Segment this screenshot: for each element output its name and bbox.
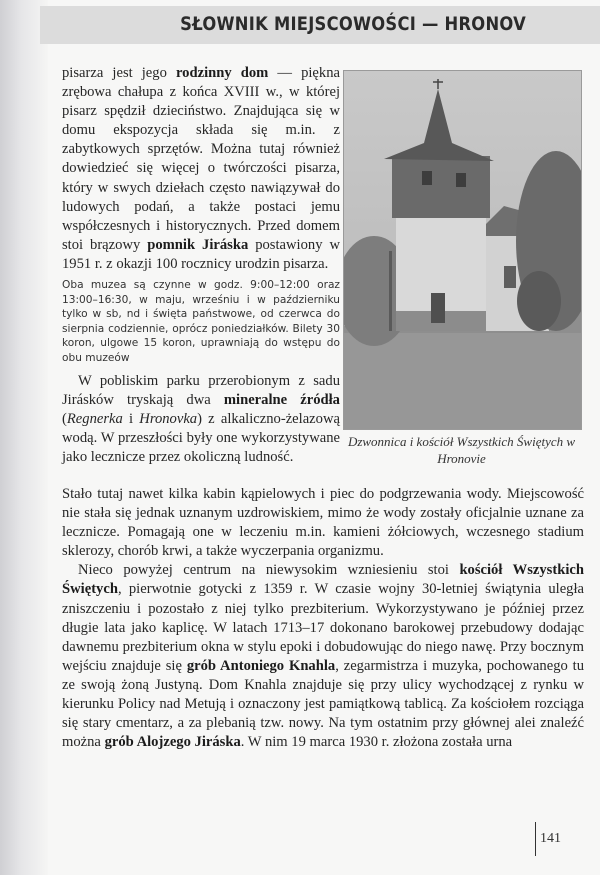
bell-tower-church-image: [344, 71, 581, 429]
emphasized-term: kościół Wszystkich Świętych: [62, 562, 584, 598]
text-run: (: [62, 410, 67, 427]
paragraph-church: [62, 561, 584, 752]
paragraph-springs-continued: [62, 485, 584, 561]
text-run: postawiony w 1951 r. z okazji 100 rocznicy urodzin pisarza.: [62, 236, 340, 272]
text-run: ) z alkaliczno-żelazową wodą. W przeszłości były one wykorzystywane jako lecznicze przez okoliczną ludność.: [62, 410, 340, 465]
text-run: Nieco powyżej centrum na niewysokim wzniesieniu stoi: [78, 562, 460, 579]
church-photo: [343, 70, 582, 430]
emphasized-term: pomnik Jiráska: [147, 236, 249, 253]
paragraph-rodzinny-dom: [62, 64, 340, 274]
text-run: , pierwotnie gotycki z 1359 r. W czasie wojny 30-letniej świątynia uległa zniszczeniu i pozostało z niej tylko prezbiterium. Wykorzystywano je później przez długie lata jako kaplicę. W latach 1713–17 dokonano barokowej przebudowy dodając dawnemu prezbiterium okna w stylu epoki i dobudowując do niego nawę. Przy bocznym wejściu znajduje się: [62, 581, 584, 674]
running-header: [40, 6, 600, 44]
text-run: pisarza jest jego: [62, 65, 176, 81]
text-run: . W nim 19 marca 1930 r. złożona została urna: [240, 734, 513, 751]
text-run: Stało tutaj nawet kilka kabin kąpielowych i piec do podgrzewania wody. Miejscowość nie stała się jednak uznanym uzdrowiskiem, mimo że wody zostały oficjalnie uznane za lecznicze. Pomagają one w leczeniu m.in. kamieni żółciowych, wczesnego stadium sklerozy, chorób krwi, a także wyczerpania organizmu.: [62, 486, 584, 560]
full-width-text: [62, 485, 584, 752]
paragraph-mineral-springs: [62, 372, 340, 467]
opening-hours-info: Oba muzea są czynne w godz. 9:00–12:00 oraz 13:00–16:30, w maju, wrześniu i w październiku tylko w sb, nd i święta państwowe, od czerwca do sierpnia codziennie, oprócz poniedziałków. Bilety 30 koron, ulgowe 15 koron, uprawniają do wstępu do obu muzeów: [62, 279, 340, 364]
page-number: 141: [540, 831, 561, 846]
text-run: W pobliskim parku przerobionym z sadu Jirásków tryskają dwa: [62, 372, 340, 408]
left-column: [62, 64, 340, 467]
text-run: i: [122, 410, 140, 427]
text-run: , zegarmistrza i muzyka, pochowanego tu ze swoją żoną Justyną. Dom Knahla znajduje się przy ulicy wychodzącej z rynku w kierunku Policy nad Metują i oznaczony jest pamiątkową tablicą. Za kościołem rozciąga się stary cmentarz, a za plebanią tzw. nowy. Na tym ostatnim przy głównej alei znaleźć można: [62, 657, 584, 751]
page-gutter-shadow: [0, 0, 48, 875]
italic-term: Regnerka: [66, 410, 123, 427]
italic-term: Hronovka: [139, 410, 198, 427]
emphasized-term: grób Antoniego Knahla: [186, 657, 336, 674]
emphasized-term: mineralne źródła: [223, 391, 340, 408]
text-run: — piękna zrębowa chałupa z końca XVIII w., w której pisarz spędził dzieciństwo. Znajdująca się w domu ekspozycja składa się m.in. z zabytkowych sprzętów. Można tutaj również dowiedzieć się więcej o twórczości pisarza, który w swych dziełach często nawiązywał do ludowych podań, a także postaci jemu współczesnych i historycznych. Przed domem stoi brązowy: [62, 65, 340, 253]
photo-caption: Dzwonnica i kościół Wszystkich Świętych w Hronovie: [347, 434, 576, 466]
emphasized-term: rodzinny dom: [175, 65, 269, 81]
page-footer: [535, 822, 561, 856]
running-header-title: SŁOWNIK MIEJSCOWOŚCI — HRONOV: [180, 13, 526, 35]
emphasized-term: grób Alojzego Jiráska: [104, 734, 241, 751]
page-number-rule: [535, 822, 536, 856]
